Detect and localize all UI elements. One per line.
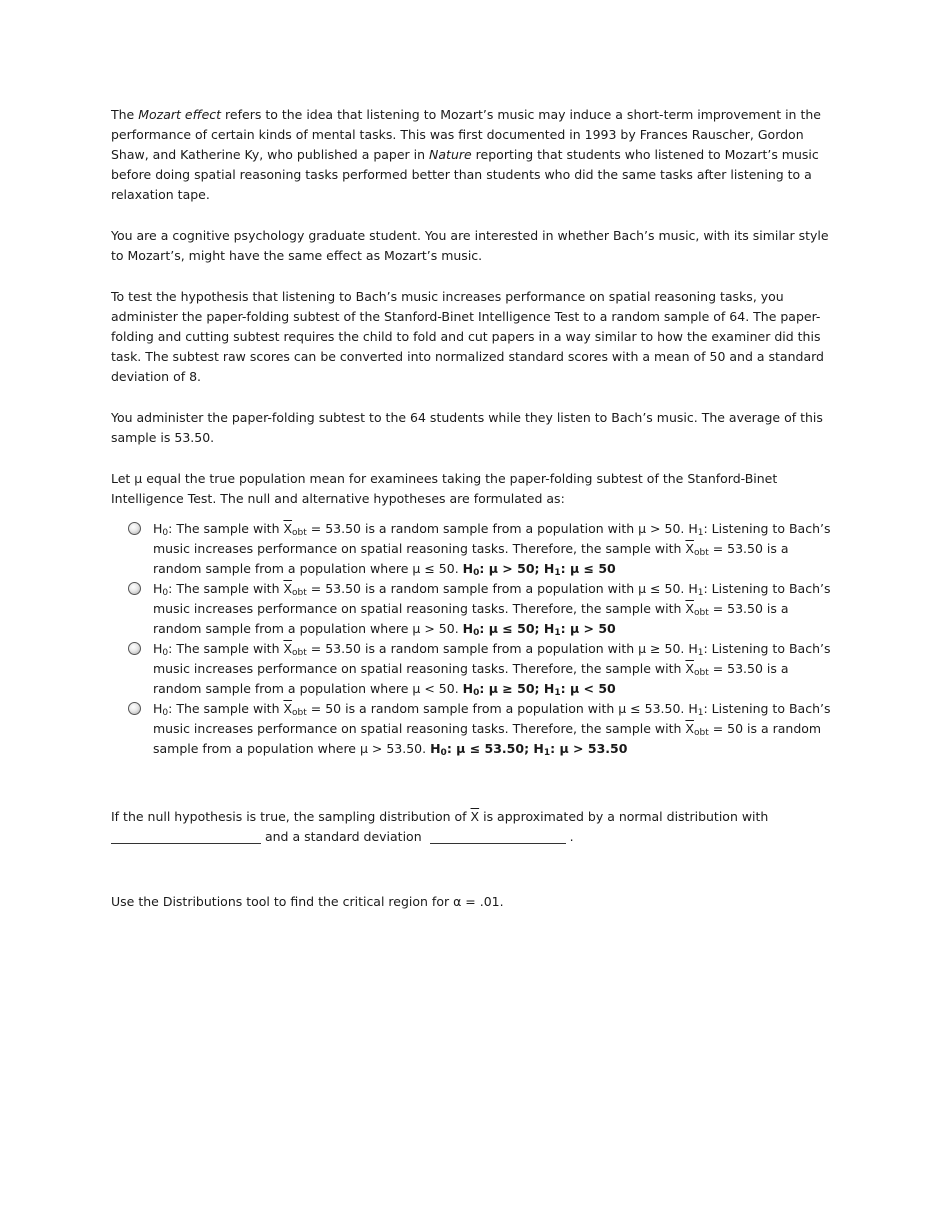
x-bar-symbol: $\overline{X}$ bbox=[283, 641, 293, 656]
x-bar-symbol: $\overline{X}$ bbox=[283, 581, 293, 596]
hypothesis-option-4[interactable]: $H_0$: The sample with $\overline{X}_{obt} = 50$ is a random sample from a population with μ ≤ 53.50. $H_1$: Listening to Bach’s music increases performance on spatial reasoning tasks. Therefore, the sample with $\overline{X}_{obt} = 50$ is a random sample from a population where μ > 53.50. $H_0$: μ ≤ 53.50; $H_1$: μ > 53.50 bbox=[111, 699, 831, 759]
intro-paragraph bbox=[111, 105, 831, 205]
x-bar-symbol: $\overline{X}$ bbox=[470, 809, 480, 824]
x-bar-symbol: $\overline{X}$ bbox=[283, 701, 293, 716]
distributions-tool-instruction: Use the Distributions tool to find the critical region for α = .01. bbox=[111, 894, 504, 909]
hypothesis-summary: $H_0$: μ > 50; $H_1$: μ ≤ 50 bbox=[462, 561, 616, 578]
sampling-distribution-question: If the null hypothesis is true, the sampling distribution of $\overline{X}$ is approximated by a normal distribution with and a standard deviation . bbox=[111, 809, 769, 844]
mozart-effect-term: Mozart effect bbox=[138, 107, 222, 122]
hypothesis-options bbox=[111, 519, 831, 759]
hypothesis-summary: $H_0$: μ ≤ 53.50; $H_1$: μ > 53.50 bbox=[430, 741, 628, 758]
intro-text-2: reporting that students who listened to Mozart’s music before doing spatial reasoning tasks performed better than students who did the same tasks after listening to a relaxation tape. bbox=[111, 147, 819, 202]
sample-paragraph: You administer the paper-folding subtest to the 64 students while they listen to Bach’s music. The average of this sample is 53.50. bbox=[111, 410, 823, 445]
x-bar-symbol: $\overline{X}$ bbox=[685, 661, 694, 676]
hypothesis-option-3[interactable]: $H_0$: The sample with $\overline{X}_{obt} = 53.50$ is a random sample from a population with μ ≥ 50. $H_1$: Listening to Bach’s music increases performance on spatial reasoning tasks. Therefore, the sample with $\overline{X}_{obt} = 53.50$ is a random sample from a population where μ < 50. $H_0$: μ ≥ 50; $H_1$: μ < 50 bbox=[111, 639, 831, 699]
context-paragraph: You are a cognitive psychology graduate student. You are interested in whether Bach’s music, with its similar style to Mozart’s, might have the same effect as Mozart’s music. bbox=[111, 228, 829, 263]
mean-answer-blank[interactable] bbox=[111, 829, 261, 844]
radio-button[interactable] bbox=[128, 522, 141, 535]
x-bar-symbol: $\overline{X}$ bbox=[283, 521, 293, 536]
hypothesis-option-1[interactable]: $H_0$: The sample with $\overline{X}_{obt} = 53.50$ is a random sample from a population with μ > 50. $H_1$: Listening to Bach’s music increases performance on spatial reasoning tasks. Therefore, the sample with $\overline{X}_{obt} = 53.50$ is a random sample from a population where μ ≤ 50. $H_0$: μ > 50; $H_1$: μ ≤ 50 bbox=[111, 519, 831, 579]
hypotheses-prompt: Let μ equal the true population mean for examinees taking the paper-folding subtest of the Stanford-Binet Intelligence Test. The null and alternative hypotheses are formulated as: bbox=[111, 471, 778, 506]
x-bar-symbol: $\overline{X}$ bbox=[685, 541, 694, 556]
radio-button[interactable] bbox=[128, 702, 141, 715]
hypothesis-summary: $H_0$: μ ≤ 50; $H_1$: μ > 50 bbox=[462, 621, 616, 638]
method-paragraph: To test the hypothesis that listening to Bach’s music increases performance on spatial reasoning tasks, you administer the paper-folding subtest of the Stanford-Binet Intelligence Test to a random sample of 64. The paper-folding and cutting subtest requires the child to fold and cut papers in a way similar to how the examiner did this task. The subtest raw scores can be converted into normalized standard scores with a mean of 50 and a standard deviation of 8. bbox=[111, 289, 824, 384]
radio-button[interactable] bbox=[128, 582, 141, 595]
hypothesis-option-2[interactable]: $H_0$: The sample with $\overline{X}_{obt} = 53.50$ is a random sample from a population with μ ≤ 50. $H_1$: Listening to Bach’s music increases performance on spatial reasoning tasks. Therefore, the sample with $\overline{X}_{obt} = 53.50$ is a random sample from a population where μ > 50. $H_0$: μ ≤ 50; $H_1$: μ > 50 bbox=[111, 579, 831, 639]
hypothesis-summary: $H_0$: μ ≥ 50; $H_1$: μ < 50 bbox=[462, 681, 616, 698]
intro-lead: The bbox=[111, 107, 139, 122]
x-bar-symbol: $\overline{X}$ bbox=[685, 601, 694, 616]
nature-journal: Nature bbox=[429, 147, 472, 162]
question-content bbox=[111, 105, 831, 925]
intro-text-1: refers to the idea that listening to Mozart’s music may induce a short-term improvement in the performance of certain kinds of mental tasks. This was first documented in 1993 by Frances Rauscher, Gordon Shaw, and Katherine Ky, who published a paper in bbox=[111, 107, 821, 162]
radio-button[interactable] bbox=[128, 642, 141, 655]
sd-answer-blank[interactable] bbox=[430, 829, 566, 844]
x-bar-symbol: $\overline{X}$ bbox=[685, 721, 694, 736]
